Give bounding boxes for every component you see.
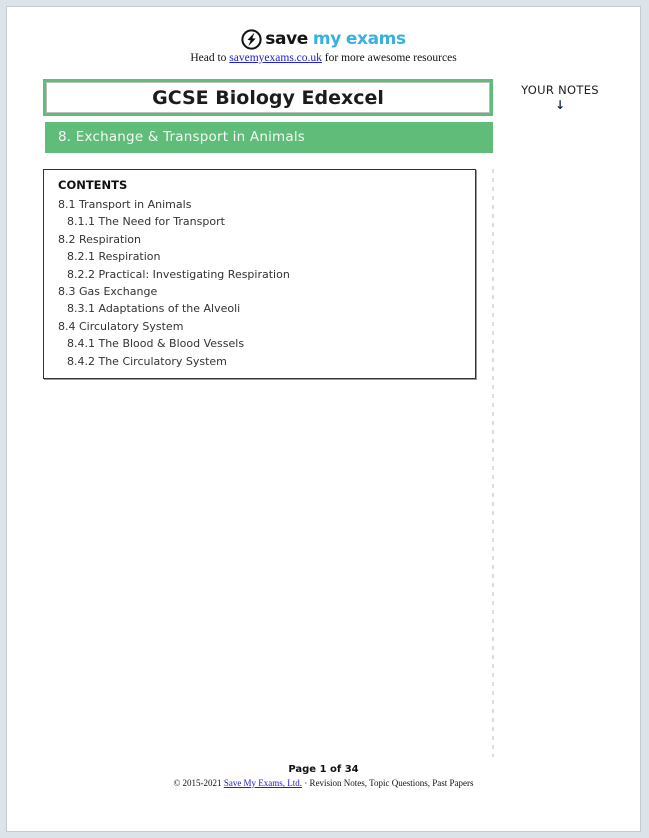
- course-title-box: [43, 79, 493, 116]
- save-my-exams-ltd-link[interactable]: Save My Exams, Ltd.: [223, 778, 303, 788]
- footer-copyright: [7, 778, 640, 788]
- toc-item: [58, 283, 475, 300]
- toc-item: [58, 231, 475, 248]
- tagline-suffix: for more awesome resources: [321, 52, 457, 64]
- topic-banner: 8. Exchange & Transport in Animals: [45, 122, 493, 153]
- document-page: [6, 6, 641, 832]
- contents-heading: CONTENTS: [58, 178, 128, 192]
- header-tagline: [7, 52, 640, 64]
- copyright-suffix: · Revision Notes, Topic Questions, Past Papers: [302, 778, 474, 788]
- toc-item-label: 8.1 Transport in Animals: [58, 198, 192, 211]
- notes-column-divider: [492, 169, 494, 757]
- toc-item-label: 8.4.2 The Circulatory System: [67, 354, 227, 368]
- toc-item: [58, 266, 475, 283]
- your-notes-block: [500, 83, 620, 112]
- page-number: Page 1 of 34: [288, 764, 359, 775]
- copyright-prefix: © 2015-2021: [173, 778, 224, 788]
- toc-item: [58, 196, 475, 213]
- course-title: GCSE Biology Edexcel: [152, 86, 384, 109]
- down-arrow-icon: ↓: [554, 98, 566, 112]
- toc-item: [58, 300, 475, 317]
- tagline-prefix: Head to: [190, 52, 230, 64]
- toc-item-label: 8.2 Respiration: [58, 232, 142, 246]
- toc-item-label: 8.3 Gas Exchange: [58, 285, 158, 299]
- your-notes-label: YOUR NOTES: [521, 83, 599, 97]
- toc-item: [58, 335, 475, 352]
- toc-item-label: 8.2.2 Practical: Investigating Respiration: [67, 267, 290, 281]
- toc-item-label: 8.4.1 The Blood & Blood Vessels: [67, 337, 245, 351]
- toc-item: [58, 318, 475, 335]
- logo-text-my: my: [312, 29, 341, 49]
- logo-text-save: save: [265, 29, 308, 49]
- contents-box: [43, 169, 476, 379]
- toc-item-label: 8.2.1 Respiration: [67, 250, 161, 264]
- toc-item: [58, 213, 475, 230]
- lightning-bolt-icon: [241, 29, 262, 50]
- toc-item-label: 8.3.1 Adaptations of the Alveoli: [67, 302, 241, 316]
- toc-item: [58, 248, 475, 265]
- course-title-inner: [46, 82, 490, 113]
- toc-item: [58, 353, 475, 370]
- savemyexams-link[interactable]: savemyexams.co.uk: [229, 52, 322, 64]
- brand-logo: [7, 28, 640, 50]
- logo-text-exams: exams: [345, 29, 406, 49]
- toc-item-label: 8.1.1 The Need for Transport: [67, 215, 225, 229]
- toc-item-label: 8.4 Circulatory System: [58, 319, 184, 333]
- contents-list: [58, 196, 475, 370]
